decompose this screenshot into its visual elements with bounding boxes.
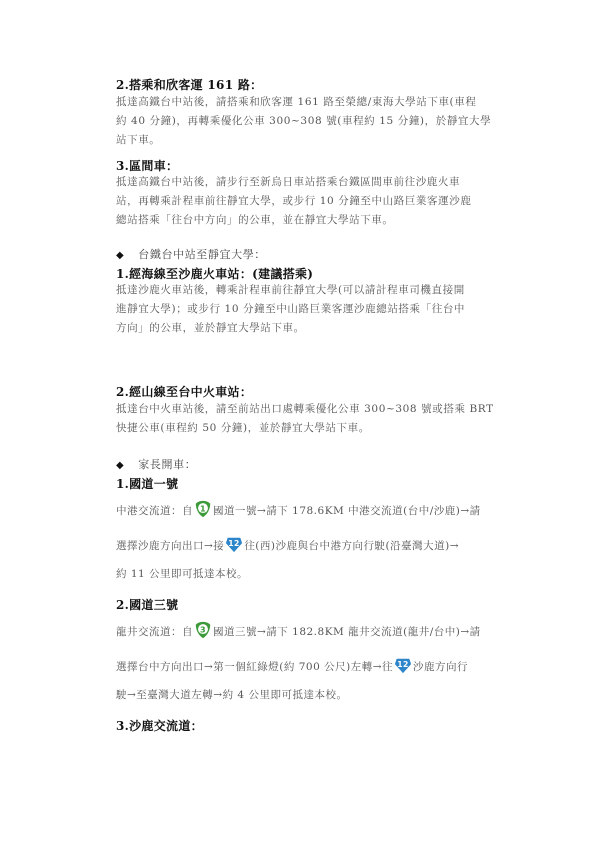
route-text: 龍井交流道：自 <box>116 626 193 638</box>
route-text: 沙鹿方向行 <box>413 661 469 673</box>
provincial-highway-shield-icon <box>225 535 243 553</box>
heading-mountain-line: 2.經山線至台中火車站： <box>116 385 253 399</box>
paragraph-line: 抵達台中火車站後，請至前站出口處轉乘優化公車 300~308 號或搭乘 BRT <box>116 403 494 415</box>
paragraph-line: 抵達高鐵台中站後，請步行至新烏日車站搭乘台鐵區間車前往沙鹿火車 <box>116 176 461 188</box>
route-line: 約 11 公里即可抵達本校。 <box>116 568 249 580</box>
paragraph-line: 約 40 分鐘)，再轉乘優化公車 300~308 號(車程約 15 分鐘)，於靜宜大學 <box>116 115 492 127</box>
route-line <box>116 498 481 524</box>
svg-text:12: 12 <box>228 538 241 548</box>
route-line <box>116 619 481 645</box>
paragraph-line: 進靜宜大學)；或步行 10 分鐘至中山路巨業客運沙鹿總站搭乘「往台中 <box>116 303 466 315</box>
heading-shalu-interchange: 3.沙鹿交流道： <box>116 719 203 733</box>
provincial-highway-shield-icon <box>394 656 412 674</box>
paragraph-line: 方向」的公車，並於靜宜大學站下車。 <box>116 322 305 334</box>
paragraph-mountain-line <box>116 400 516 438</box>
paragraph-line: 抵達沙鹿火車站後，轉乘計程車前往靜宜大學(可以請計程車司機直接開 <box>116 284 465 296</box>
national-freeway-shield-icon <box>194 621 212 639</box>
bullet-label: 家長開車： <box>138 458 197 471</box>
heading-freeway-3: 2.國道三號 <box>116 598 179 612</box>
heading-freeway-1: 1.國道一號 <box>116 477 179 491</box>
national-freeway-shield-icon <box>194 500 212 518</box>
paragraph-bus-161 <box>116 93 516 150</box>
route-line <box>116 654 468 680</box>
heading-coastal-line: 1.經海線至沙鹿火車站：(建議搭乘) <box>116 267 314 281</box>
bullet-label: 台鐵台中站至靜宜大學： <box>138 248 266 261</box>
route-text: 往(西)沙鹿與台中港方向行駛(沿臺灣大道)→ <box>244 540 459 552</box>
paragraph-coastal-line <box>116 281 516 338</box>
svg-text:1: 1 <box>199 503 207 514</box>
paragraph-line: 站下車。 <box>116 134 161 146</box>
route-line: 駛→至臺灣大道左轉→約 4 公里即可抵達本校。 <box>116 689 348 701</box>
svg-text:3: 3 <box>199 624 207 635</box>
paragraph-line: 快捷公車(車程約 50 分鐘)，並於靜宜大學站下車。 <box>116 422 370 434</box>
route-line <box>116 533 459 559</box>
diamond-bullet-icon: ◆ <box>116 460 125 471</box>
route-text: 國道三號→請下 182.8KM 龍井交流道(龍井/台中)→請 <box>213 626 481 638</box>
bullet-tra-taichung <box>116 246 266 262</box>
route-text: 選擇沙鹿方向出口→接 <box>116 540 225 552</box>
route-text: 國道一號→請下 178.6KM 中港交流道(台中/沙鹿)→請 <box>213 505 481 517</box>
paragraph-line: 站，再轉乘計程車前往靜宜大學，或步行 10 分鐘至中山路巨業客運沙鹿 <box>116 195 472 207</box>
svg-text:12: 12 <box>397 659 409 669</box>
heading-bus-161: 2.搭乘和欣客運 161 路： <box>116 78 263 92</box>
paragraph-line: 抵達高鐵台中站後，請搭乘和欣客運 161 路至榮總/東海大學站下車(車程 <box>116 96 477 108</box>
paragraph-line: 總站搭乘「往台中方向」的公車，並在靜宜大學站下車。 <box>116 214 394 226</box>
diamond-bullet-icon: ◆ <box>116 250 125 261</box>
heading-local-train: 3.區間車： <box>116 159 179 173</box>
route-text: 選擇台中方向出口→第一個紅綠燈(約 700 公尺)左轉→往 <box>116 661 394 673</box>
route-text: 中港交流道：自 <box>116 505 193 517</box>
paragraph-local-train <box>116 173 516 230</box>
bullet-parent-driving <box>116 456 196 472</box>
